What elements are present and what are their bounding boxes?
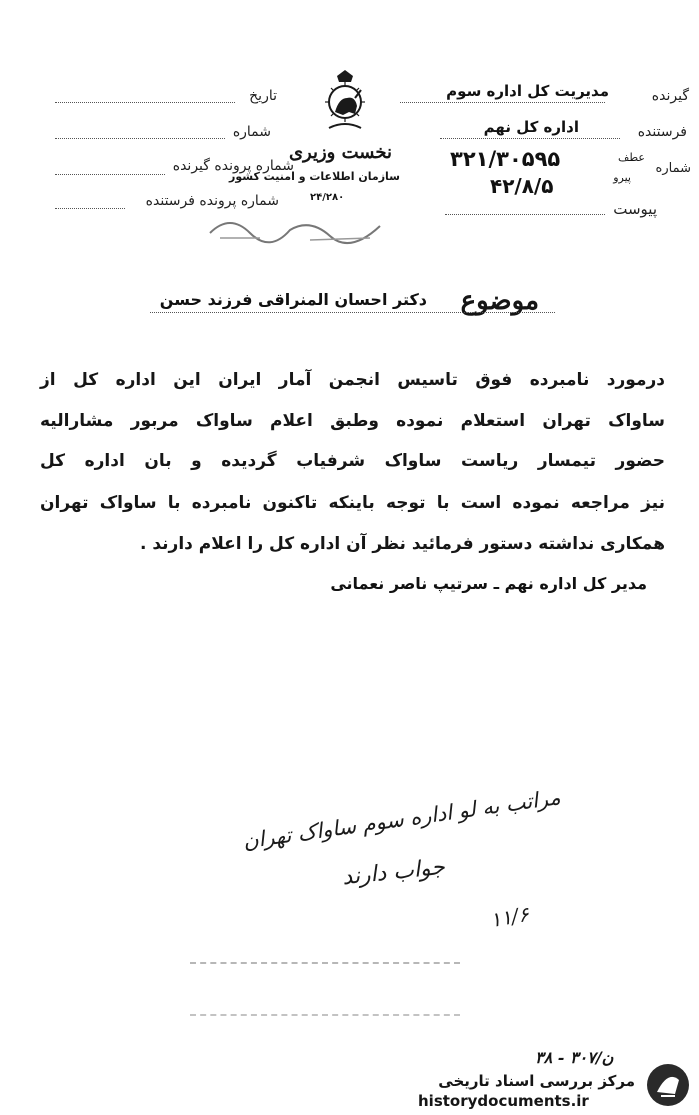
recipient-value: مدیریت کل اداره سوم xyxy=(446,82,609,100)
handwritten-line1: مراتب به لو اداره سوم ساواک تهران xyxy=(241,785,562,854)
faint-stamp xyxy=(190,962,460,1016)
receiver-file-label: شماره پرونده گیرنده xyxy=(172,158,294,174)
attachment-label: پیوست xyxy=(613,200,657,218)
date-value: ۴۲/۸/۵ xyxy=(490,174,554,198)
date-side-note: پیرو xyxy=(613,171,631,184)
emblem-line1: نخست وزیری xyxy=(288,142,392,163)
sender-label: فرستنده xyxy=(637,124,687,140)
recipient-label: گیرنده xyxy=(651,88,689,104)
subject-line xyxy=(150,312,555,313)
sender-file-label: شماره پرونده فرستنده xyxy=(145,193,279,209)
sender-line xyxy=(440,138,620,139)
emblem-line2: سازمان اطلاعات و امنیت کشور xyxy=(229,170,400,183)
emblem-line3: ۲۴/۲۸۰ xyxy=(310,192,345,203)
subject-text: دکتر احسان المنراقی فرزند حسن xyxy=(159,290,427,309)
body-line-3: حضور تیمسار ریاست ساواک شرفیاب گردیده و بان اداره کل xyxy=(40,451,665,471)
number-value: ۳۲۱/۳۰۵۹۵ xyxy=(450,147,561,171)
number-side-note: عطف xyxy=(618,151,645,164)
body-line-5: همکاری نداشته دستور فرمائید نظر آن اداره کل را اعلام دارند . xyxy=(139,534,665,554)
subject-label: موضوع xyxy=(460,286,539,316)
org-name: مرکز بررسی اسناد تاریخی xyxy=(438,1072,635,1090)
lion-and-sun-icon xyxy=(315,68,375,138)
date-line xyxy=(55,102,235,103)
handwritten-line3: ۱۱/۶ xyxy=(488,901,531,933)
receiver-file-line xyxy=(55,174,165,175)
body-line-4: نیز مراجعه نموده است با توجه باینکه تاکنون نامبرده با ساواک تهران xyxy=(40,493,665,513)
handwritten-line2: جواب دارند xyxy=(340,854,447,891)
handwritten-note xyxy=(200,760,560,960)
stamp-scribble xyxy=(200,208,400,248)
right-number-line xyxy=(55,138,225,139)
number-label: شماره xyxy=(655,161,691,176)
body-line-2: ساواک تهران استعلام نموده وطبق اعلام ساواک مربور مشارالیه xyxy=(40,411,665,431)
sender-value: اداره کل نهم xyxy=(483,118,579,136)
archive-logo xyxy=(416,1068,699,1112)
recipient-line xyxy=(400,102,605,103)
date-label: تاریخ xyxy=(249,88,277,104)
attachment-line xyxy=(445,214,605,215)
doc-code: ۳۸ - ۳۰۷/ن xyxy=(535,1048,614,1067)
signature-text: مدیر کل اداره نهم ـ سرتیپ ناصر نعمانی xyxy=(330,574,647,593)
org-website: historydocuments.ir xyxy=(418,1092,589,1110)
right-number-label: شماره xyxy=(232,124,271,140)
sender-file-line xyxy=(55,208,125,209)
archive-seal-icon xyxy=(645,1062,691,1108)
body-line-1: درمورد نامبرده فوق تاسیس انجمن آمار ایران این اداره کل از xyxy=(40,370,665,390)
